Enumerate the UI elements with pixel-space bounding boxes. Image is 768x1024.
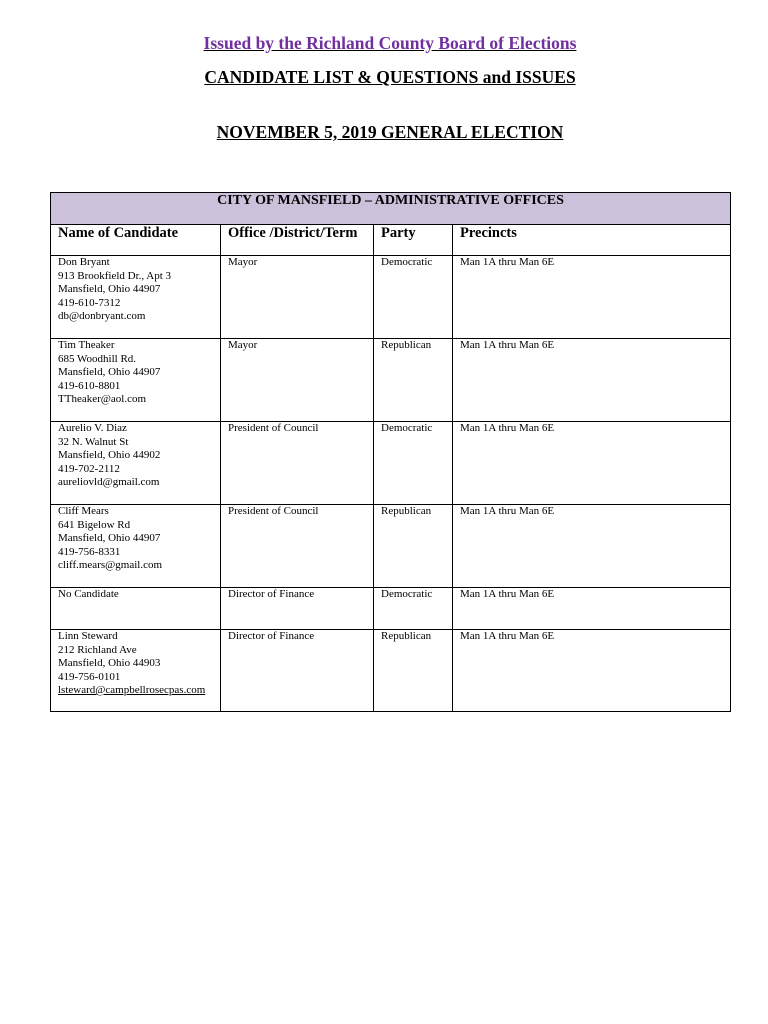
table-row: [51, 630, 731, 712]
column-header-party: Party: [374, 225, 453, 256]
document-subtitle: CANDIDATE LIST & QUESTIONS and ISSUES: [204, 67, 576, 87]
candidate-detail: Mansfield, Ohio 44907: [58, 532, 161, 544]
column-header-office: Office /District/Term: [221, 225, 374, 256]
candidate-name: Aurelio V. Diaz: [58, 422, 127, 434]
candidate-name: No Candidate: [58, 588, 119, 600]
column-header-candidate: Name of Candidate: [51, 225, 221, 256]
candidate-cell: [51, 256, 221, 339]
issuer-link[interactable]: [0, 32, 768, 54]
party-cell: Democratic: [374, 588, 453, 630]
candidate-detail: 212 Richland Ave: [58, 643, 137, 656]
candidate-detail: Mansfield, Ohio 44907: [58, 283, 161, 295]
candidate-detail: Mansfield, Ohio 44902: [58, 449, 161, 461]
candidate-table: [50, 192, 731, 712]
table-row: [51, 339, 731, 422]
candidate-detail: 419-756-0101: [58, 670, 121, 683]
party-cell: Democratic: [374, 256, 453, 339]
table-row: [51, 588, 731, 630]
column-header-precincts: Precincts: [453, 225, 731, 256]
office-cell: President of Council: [221, 505, 374, 588]
candidate-detail: 419-702-2112: [58, 462, 120, 475]
precincts-cell: Man 1A thru Man 6E: [453, 505, 731, 588]
candidate-cell: [51, 339, 221, 422]
party-cell: Democratic: [374, 422, 453, 505]
candidate-cell: [51, 422, 221, 505]
candidate-cell: [51, 588, 221, 630]
candidate-detail: 685 Woodhill Rd.: [58, 352, 137, 365]
candidate-email[interactable]: lsteward@campbellrosecpas.com: [58, 684, 206, 696]
office-cell: Director of Finance: [221, 588, 374, 630]
candidate-detail: 32 N. Walnut St: [58, 435, 129, 448]
candidate-detail: Mansfield, Ohio 44903: [58, 657, 161, 669]
precincts-cell: Man 1A thru Man 6E: [453, 256, 731, 339]
candidate-email[interactable]: aureliovld@gmail.com: [58, 476, 160, 488]
candidate-detail: 913 Brookfield Dr., Apt 3: [58, 269, 172, 282]
candidate-cell: [51, 505, 221, 588]
party-cell: Republican: [374, 339, 453, 422]
column-header-row: [51, 225, 731, 256]
office-cell: Director of Finance: [221, 630, 374, 712]
table-row: [51, 422, 731, 505]
table-row: [51, 256, 731, 339]
candidate-email[interactable]: cliff.mears@gmail.com: [58, 559, 163, 571]
office-cell: Mayor: [221, 339, 374, 422]
candidate-rows: [51, 256, 731, 712]
office-cell: President of Council: [221, 422, 374, 505]
section-title: CITY OF MANSFIELD – ADMINISTRATIVE OFFICES: [51, 193, 731, 225]
precincts-cell: Man 1A thru Man 6E: [453, 588, 731, 630]
table-row: [51, 505, 731, 588]
party-cell: Republican: [374, 505, 453, 588]
issuer-text[interactable]: Issued by the Richland County Board of Elections: [203, 33, 577, 53]
candidate-name: Linn Steward: [58, 630, 118, 642]
candidate-email[interactable]: db@donbryant.com: [58, 310, 146, 322]
candidate-name: Cliff Mears: [58, 505, 109, 517]
election-title: NOVEMBER 5, 2019 GENERAL ELECTION: [216, 122, 564, 142]
candidate-detail: Mansfield, Ohio 44907: [58, 366, 161, 378]
section-header-row: [51, 193, 731, 225]
precincts-cell: Man 1A thru Man 6E: [453, 339, 731, 422]
party-cell: Republican: [374, 630, 453, 712]
candidate-detail: 641 Bigelow Rd: [58, 518, 131, 531]
candidate-email[interactable]: TTheaker@aol.com: [58, 393, 147, 405]
precincts-cell: Man 1A thru Man 6E: [453, 422, 731, 505]
candidate-detail: 419-610-7312: [58, 296, 121, 309]
precincts-cell: Man 1A thru Man 6E: [453, 630, 731, 712]
candidate-detail: 419-610-8801: [58, 379, 121, 392]
candidate-detail: 419-756-8331: [58, 545, 121, 558]
candidate-name: Don Bryant: [58, 256, 110, 268]
candidate-name: Tim Theaker: [58, 339, 115, 351]
candidate-cell: [51, 630, 221, 712]
office-cell: Mayor: [221, 256, 374, 339]
